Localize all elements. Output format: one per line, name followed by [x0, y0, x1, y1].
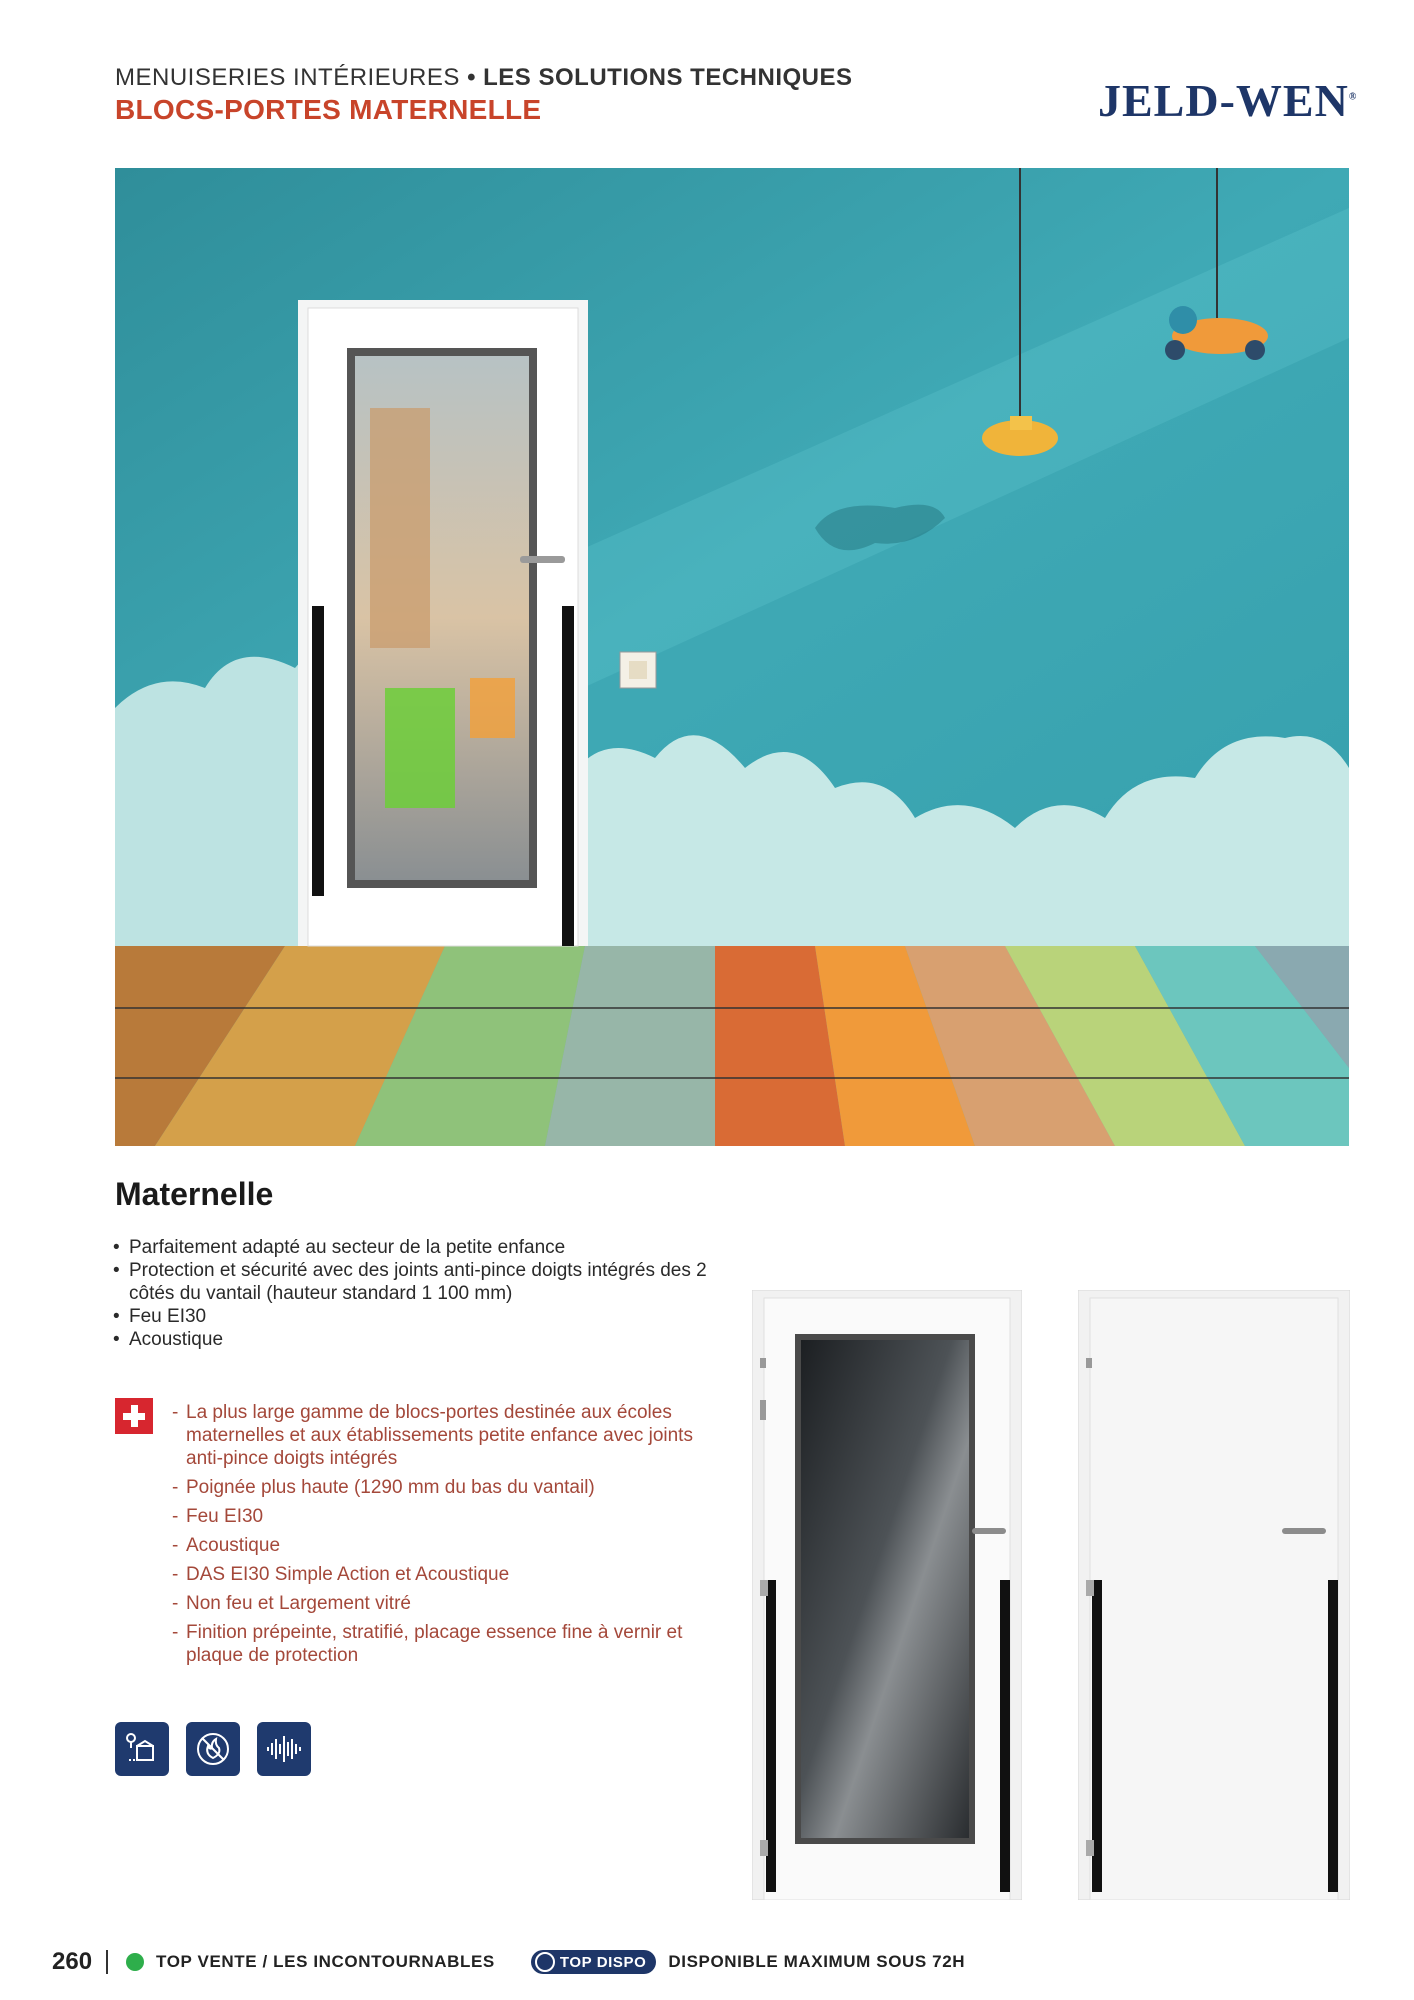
- header-category: MENUISERIES INTÉRIEURES: [115, 64, 460, 91]
- feature-item: - Acoustique: [170, 1534, 730, 1557]
- bullet-item: • Protection et sécurité avec des joints anti-pince doigts intégrés des 2 côtés du vantail (hauteur standard 1 100 mm): [113, 1259, 733, 1305]
- header-bullet: •: [467, 64, 476, 91]
- top-dispo-badge: [531, 1950, 657, 1974]
- page-footer: [52, 1948, 965, 1976]
- page-header: [115, 64, 853, 126]
- feature-item: - DAS EI30 Simple Action et Acoustique: [170, 1563, 730, 1586]
- feature-item: - La plus large gamme de blocs-portes destinée aux écoles maternelles et aux établissements petite enfance avec joints anti-pince doigts intégrés: [170, 1401, 730, 1470]
- bullet-item: • Feu EI30: [113, 1305, 733, 1328]
- glazed-door-drawing: [752, 1290, 1022, 1900]
- swiss-cross-icon: [115, 1398, 153, 1434]
- hero-image: [115, 168, 1349, 1146]
- header-breadcrumb: [115, 64, 853, 92]
- top-vente-label: TOP VENTE / LES INCONTOURNABLES: [156, 1952, 495, 1971]
- availability-label: DISPONIBLE MAXIMUM SOUS 72H: [668, 1952, 966, 1971]
- glazed-door-photo: [752, 1290, 1022, 1905]
- swiss-feature-list: [170, 1401, 730, 1673]
- page-number: 260: [52, 1948, 93, 1975]
- bullet-item: • Acoustique: [113, 1328, 733, 1351]
- plain-door-photo: [1078, 1290, 1350, 1905]
- page-title: BLOCS-PORTES MATERNELLE: [115, 94, 542, 125]
- bullet-item: • Parfaitement adapté au secteur de la petite enfance: [113, 1236, 733, 1259]
- top-vente-dot-icon: [126, 1953, 144, 1971]
- top-dispo-label: TOP DISPO: [559, 1953, 647, 1971]
- logo-text: JELD-WEN: [1098, 75, 1349, 126]
- feature-item: - Poignée plus haute (1290 mm du bas du vantail): [170, 1476, 730, 1499]
- acoustic-icon: [257, 1722, 311, 1776]
- fire-resistance-icon: [186, 1722, 240, 1776]
- feature-item: - Finition prépeinte, stratifié, placage essence fine à vernir et plaque de protection: [170, 1621, 730, 1667]
- delivery-tracking-icon: [115, 1722, 169, 1776]
- nursery-room-illustration: [115, 168, 1349, 1146]
- product-name: Maternelle: [115, 1176, 274, 1212]
- truck-icon: [535, 1952, 555, 1972]
- product-bullets: [113, 1236, 733, 1351]
- feature-item: - Feu EI30: [170, 1505, 730, 1528]
- pictogram-row: [115, 1722, 311, 1776]
- jeld-wen-logo: [1098, 74, 1357, 127]
- header-section: LES SOLUTIONS TECHNIQUES: [483, 64, 853, 91]
- footer-divider: [106, 1950, 108, 1974]
- plain-door-drawing: [1078, 1290, 1350, 1900]
- logo-registered-mark: ®: [1348, 91, 1358, 103]
- feature-item: - Non feu et Largement vitré: [170, 1592, 730, 1615]
